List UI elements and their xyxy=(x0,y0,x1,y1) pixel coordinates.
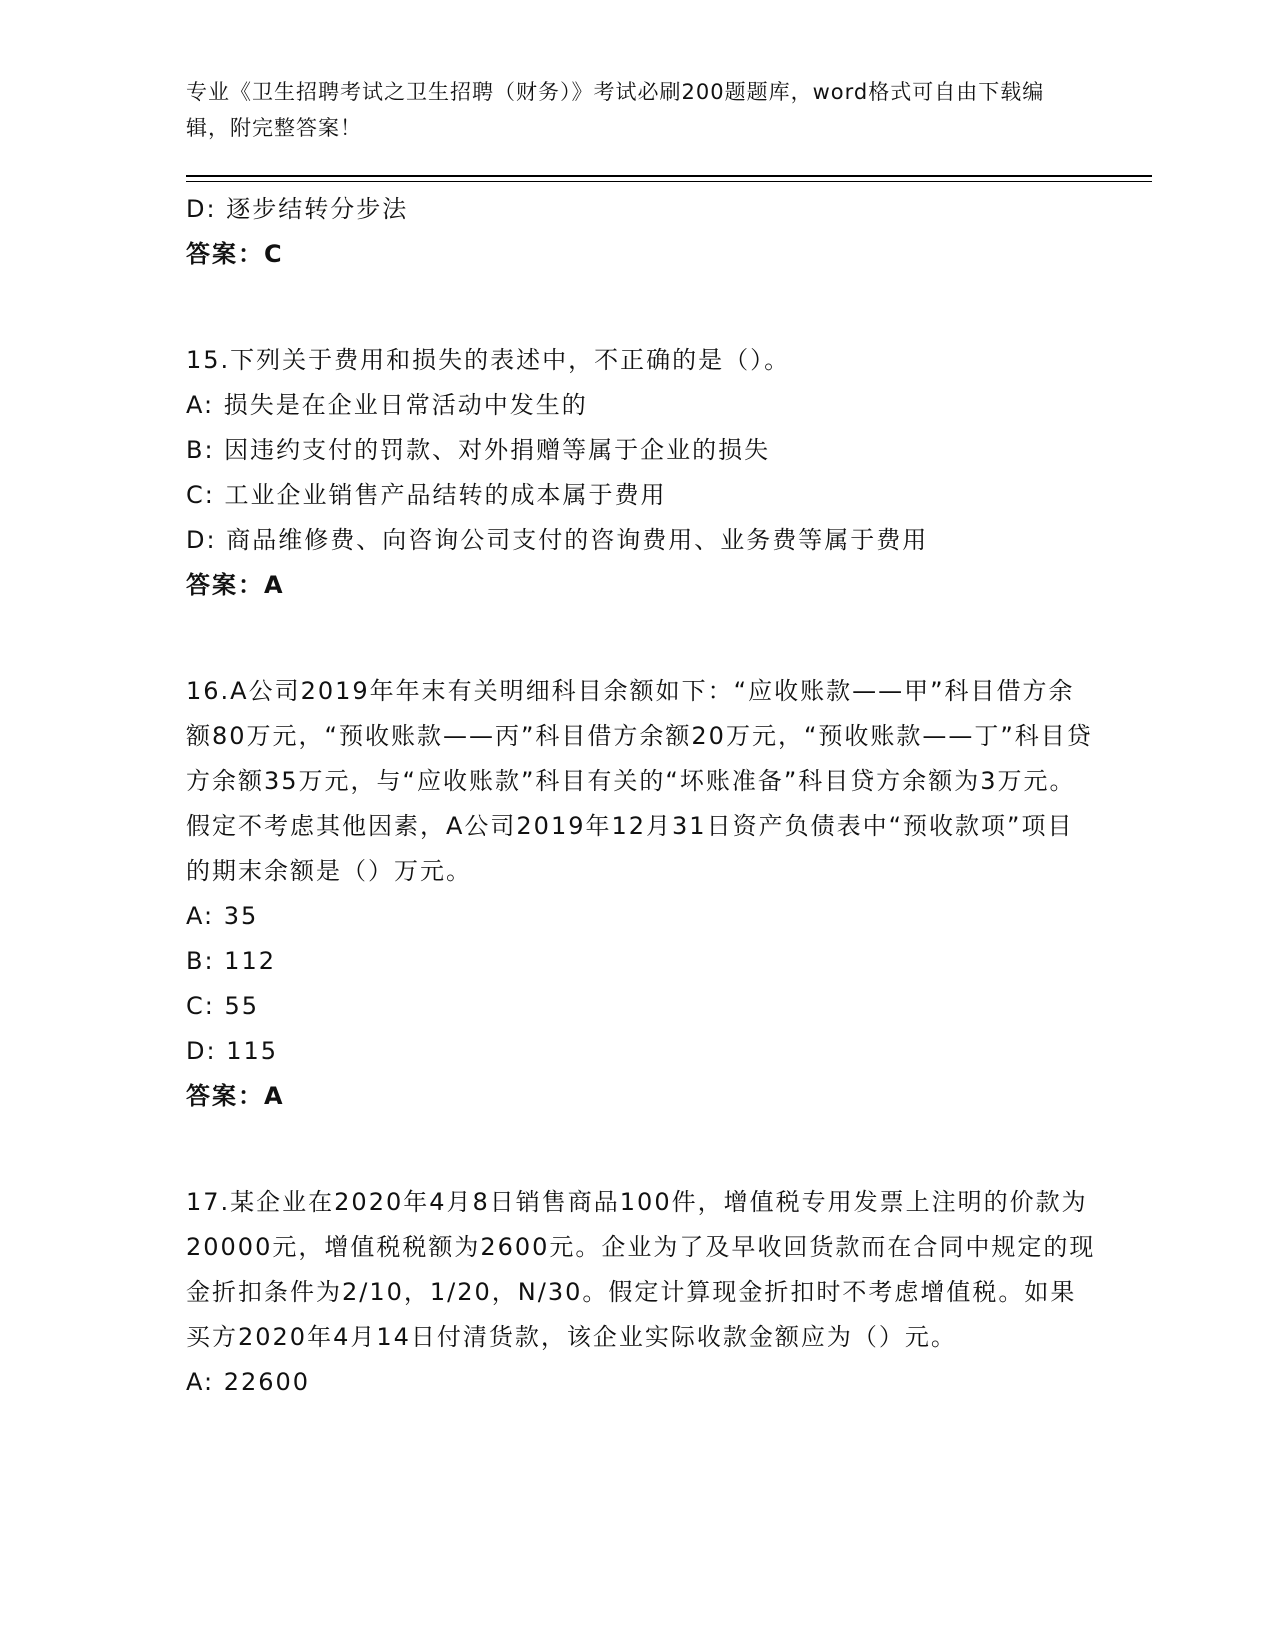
spacer xyxy=(186,277,1096,338)
option-b: B: 因违约支付的罚款、对外捐赠等属于企业的损失 xyxy=(186,436,771,464)
header-rule-thin xyxy=(186,181,1152,182)
option-c: C: 工业企业销售产品结转的成本属于费用 xyxy=(186,481,667,509)
answer: 答案：A xyxy=(186,1082,285,1110)
answer-previous: 答案：C xyxy=(186,240,284,268)
question-stem: 15.下列关于费用和损失的表述中，不正确的是（）。 xyxy=(186,346,791,374)
document-body xyxy=(186,187,1096,1405)
question-stem: 17.某企业在2020年4月8日销售商品100件，增值税专用发票上注明的价款为20000元，增值税税额为2600元。企业为了及早收回货款而在合同中规定的现金折扣条件为2/10，1/20，N/30。假定计算现金折扣时不考虑增值税。如果买方2020年4月14日付清货款，该企业实际收款金额应为（）元。 xyxy=(186,1188,1096,1351)
option-a: A: 损失是在企业日常活动中发生的 xyxy=(186,391,588,419)
question-15 xyxy=(186,338,1096,608)
document-header: 专业《卫生招聘考试之卫生招聘（财务）》考试必刷200题题库，word格式可自由下载编辑，附完整答案！ xyxy=(186,80,1045,140)
spacer xyxy=(186,608,1096,669)
option-a: A: 35 xyxy=(186,902,259,930)
spacer xyxy=(186,1119,1096,1180)
option-a: A: 22600 xyxy=(186,1368,311,1396)
question-stem: 16.A公司2019年年末有关明细科目余额如下：“应收账款——甲”科目借方余额80万元，“预收账款——丙”科目借方余额20万元，“预收账款——丁”科目贷方余额35万元，与“应收账款”科目有关的“坏账准备”科目贷方余额为3万元。假定不考虑其他因素，A公司2019年12月31日资产负债表中“预收款项”项目的期末余额是（）万元。 xyxy=(186,677,1093,885)
option-d-previous: D: 逐步结转分步法 xyxy=(186,195,409,223)
option-b: B: 112 xyxy=(186,947,276,975)
question-17 xyxy=(186,1180,1096,1405)
answer: 答案：A xyxy=(186,571,285,599)
question-16 xyxy=(186,669,1096,1119)
option-d: D: 商品维修费、向咨询公司支付的咨询费用、业务费等属于费用 xyxy=(186,526,929,554)
option-d: D: 115 xyxy=(186,1037,279,1065)
option-c: C: 55 xyxy=(186,992,260,1020)
header-rule-thick xyxy=(186,175,1152,177)
